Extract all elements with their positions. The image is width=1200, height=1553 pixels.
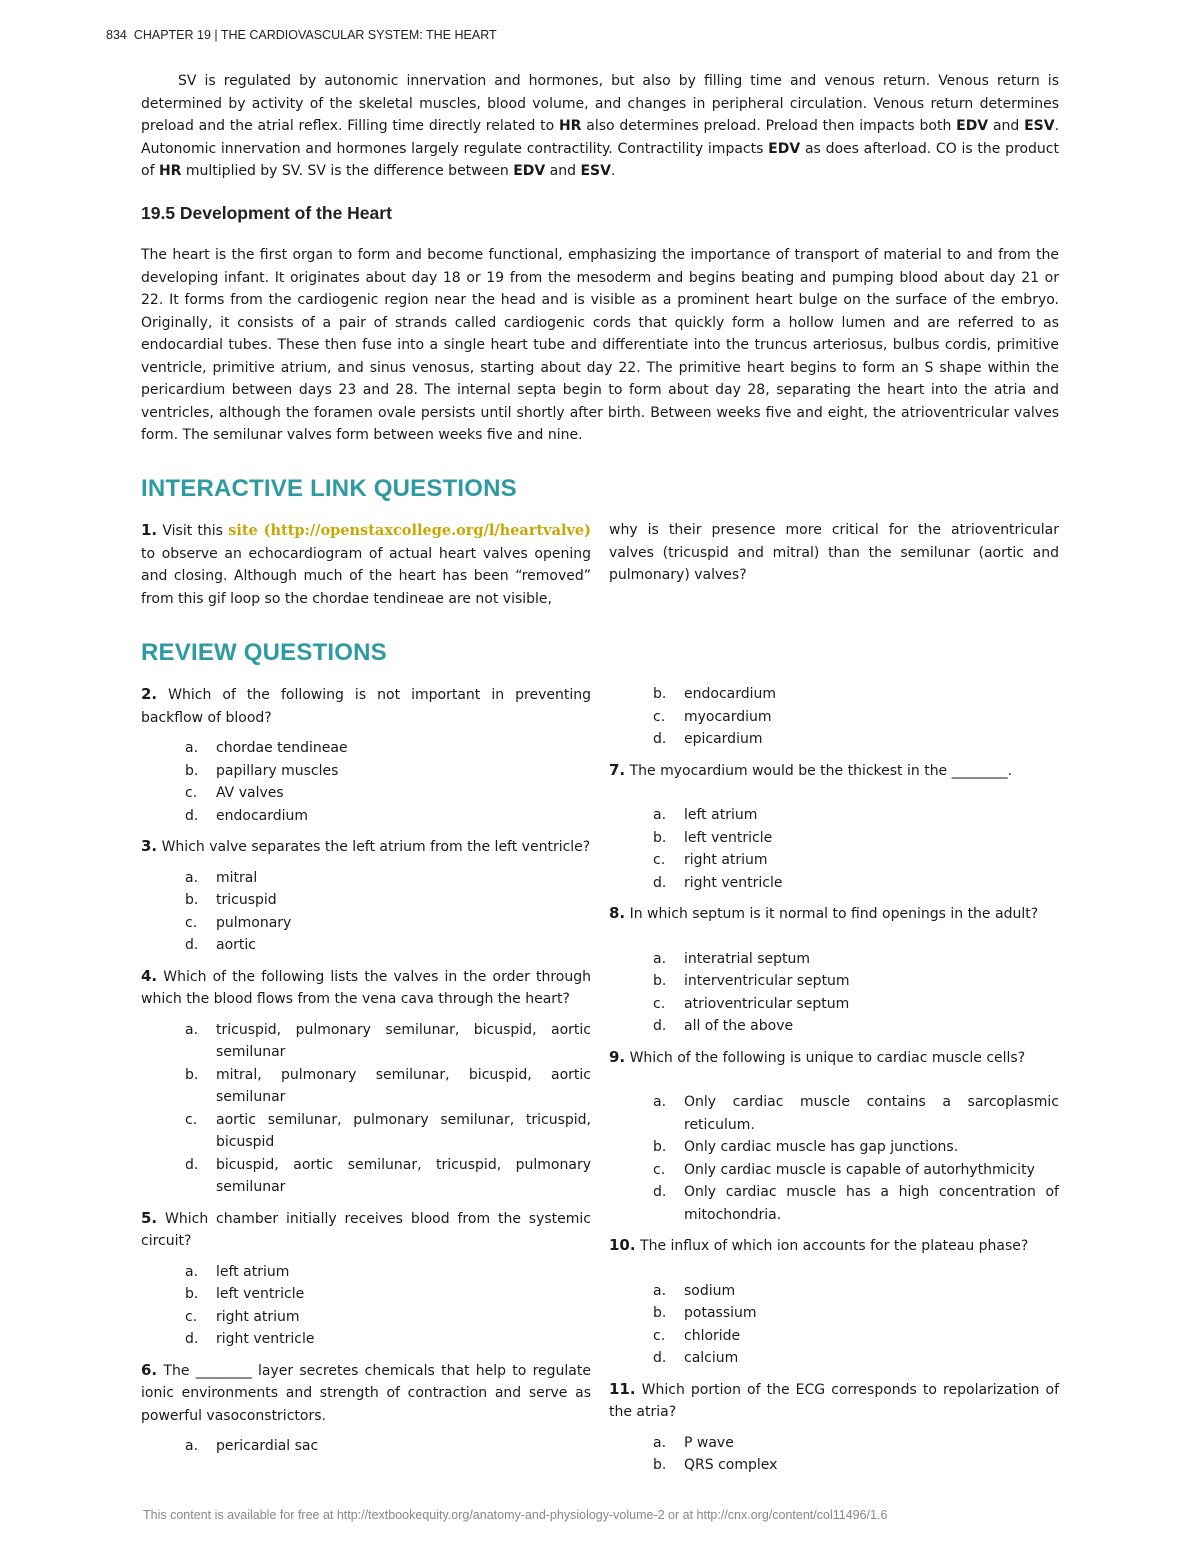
- question-11-options: [609, 1432, 1059, 1477]
- option[interactable]: a. chordae tendineae: [185, 740, 348, 756]
- question-6-options: [141, 1435, 591, 1458]
- interactive-right-column: [609, 519, 1059, 595]
- option[interactable]: d. all of the above: [653, 1018, 794, 1034]
- chapter-title: CHAPTER 19 | THE CARDIOVASCULAR SYSTEM: THE HEART: [133, 28, 497, 42]
- section-heading: 19.5 Development of the Heart: [141, 203, 392, 223]
- option[interactable]: d. Only cardiac muscle has a high concentration of mitochondria.: [653, 1184, 1059, 1223]
- question-2-options: [141, 737, 591, 827]
- question-8: 8. In which septum is it normal to find openings in the adult?: [609, 904, 1039, 922]
- question-11: 11. Which portion of the ECG corresponds to repolarization of the atria?: [609, 1379, 1059, 1420]
- question-2: 2. Which of the following is not important in preventing backflow of blood?: [141, 685, 591, 726]
- question-9-options: [609, 1091, 1059, 1226]
- option[interactable]: b. endocardium: [653, 686, 777, 702]
- option[interactable]: b. mitral, pulmonary semilunar, bicuspid, aortic semilunar: [185, 1066, 591, 1105]
- option[interactable]: b. Only cardiac muscle has gap junctions.: [653, 1139, 959, 1155]
- interactive-question-1-continued: why is their presence more critical for the atrioventricular valves (tricuspid and mitral) than the semilunar (aortic and pulmonary) valves?: [609, 522, 1059, 583]
- heartvalve-link[interactable]: site (http://openstaxcollege.org/l/heartvalve): [228, 522, 592, 539]
- option[interactable]: d. right ventricle: [653, 874, 783, 891]
- option[interactable]: c. pulmonary: [185, 914, 292, 931]
- option[interactable]: c. AV valves: [185, 785, 284, 801]
- review-right-column: [609, 683, 1059, 1485]
- option[interactable]: d. endocardium: [185, 807, 309, 824]
- option[interactable]: a. tricuspid, pulmonary semilunar, bicuspid, aortic semilunar: [185, 1021, 591, 1060]
- question-4-options: [141, 1019, 591, 1199]
- question-7: 7. The myocardium would be the thickest in the ________.: [609, 760, 1013, 779]
- question-6-options-continued: [609, 683, 1059, 751]
- question-10-options: [609, 1280, 1059, 1370]
- question-7-options: [609, 804, 1059, 894]
- option[interactable]: b. left ventricle: [185, 1286, 305, 1302]
- interactive-heading: INTERACTIVE LINK QUESTIONS: [141, 475, 517, 502]
- option[interactable]: c. myocardium: [653, 708, 772, 725]
- interactive-left-column: [141, 519, 591, 618]
- option[interactable]: d. right ventricle: [185, 1331, 315, 1347]
- option[interactable]: b. potassium: [653, 1305, 757, 1321]
- option[interactable]: c. Only cardiac muscle is capable of autorhythmicity: [653, 1161, 1035, 1178]
- option[interactable]: d. aortic: [185, 937, 256, 953]
- interactive-question-1: 1. Visit this site (http://openstaxcollege.org/l/heartvalve) to observe an echocardiogram of actual heart valves opening and closing. Although much of the heart has been “removed” from this gif loop so the chordae tendineae are not visible,: [141, 521, 592, 607]
- option[interactable]: b. tricuspid: [185, 892, 277, 908]
- option[interactable]: c. right atrium: [653, 852, 768, 868]
- option[interactable]: a. P wave: [653, 1434, 734, 1451]
- option[interactable]: b. left ventricle: [653, 829, 773, 846]
- question-4: 4. Which of the following lists the valves in the order through which the blood flows from the vena cava through the heart?: [141, 966, 591, 1007]
- option[interactable]: d. calcium: [653, 1350, 739, 1366]
- option[interactable]: a. pericardial sac: [185, 1438, 319, 1454]
- option[interactable]: a. left atrium: [185, 1263, 290, 1280]
- page-footer: This content is available for free at http://textbookequity.org/anatomy-and-physiology-volume-2 or at http://cnx.org/content/col11496/1.6: [143, 1508, 888, 1522]
- question-10: 10. The influx of which ion accounts for the plateau phase?: [609, 1236, 1029, 1254]
- option[interactable]: c. right atrium: [185, 1308, 300, 1325]
- page-header: [106, 28, 497, 42]
- question-9: 9. Which of the following is unique to cardiac muscle cells?: [609, 1047, 1026, 1066]
- question-5-options: [141, 1261, 591, 1351]
- section-paragraph: The heart is the first organ to form and become functional, emphasizing the importance of transport of material to and from the developing infant. It originates about day 18 or 19 from the mesoderm and begins beating and pumping blood about day 21 or 22. It forms from the cardiogenic region near the head and is visible as a prominent heart bulge on the surface of the embryo. Originally, it consists of a pair of strands called cardiogenic cords that quickly form a hollow lumen and are referred to as endocardial tubes. These then fuse into a single heart tube and differentiate into the truncus arteriosus, bulbus cordis, primitive ventricle, primitive atrium, and sinus venosus, starting about day 22. The primitive heart begins to form an S shape within the pericardium between days 23 and 28. The internal septa begin to form about day 28, separating the heart into the atria and ventricles, although the foramen ovale persists until shortly after birth. Between weeks five and eight, the atrioventricular valves form. The semilunar valves form between weeks five and nine.: [141, 247, 1059, 443]
- question-3: 3. Which valve separates the left atrium from the left ventricle?: [141, 837, 591, 855]
- review-heading: REVIEW QUESTIONS: [141, 639, 387, 666]
- question-5: 5. Which chamber initially receives blood from the systemic circuit?: [141, 1208, 591, 1249]
- option[interactable]: d. bicuspid, aortic semilunar, tricuspid, pulmonary semilunar: [185, 1156, 591, 1195]
- option[interactable]: b. QRS complex: [653, 1457, 778, 1473]
- question-8-options: [609, 948, 1059, 1038]
- option[interactable]: a. mitral: [185, 869, 258, 886]
- option[interactable]: a. Only cardiac muscle contains a sarcoplasmic reticulum.: [653, 1094, 1059, 1133]
- option[interactable]: b. interventricular septum: [653, 973, 850, 989]
- option[interactable]: b. papillary muscles: [185, 762, 339, 779]
- review-left-column: [141, 683, 591, 1466]
- option[interactable]: a. left atrium: [653, 807, 758, 823]
- option[interactable]: c. aortic semilunar, pulmonary semilunar, tricuspid, bicuspid: [185, 1111, 591, 1150]
- question-3-options: [141, 867, 591, 957]
- question-6: 6. The ________ layer secretes chemicals that help to regulate ionic environments and strength of contraction and serve as powerful vasoconstrictors.: [141, 1360, 591, 1424]
- option[interactable]: a. interatrial septum: [653, 950, 811, 967]
- intro-paragraph: SV is regulated by autonomic innervation and hormones, but also by filling time and venous return. Venous return is determined by activity of the skeletal muscles, blood volume, and changes in peripheral circulation. Venous return determines preload and the atrial reflex. Filling time directly related to HR also determines preload. Preload then impacts both EDV and ESV. Autonomic innervation and hormones largely regulate contractility. Contractility impacts EDV as does afterload. CO is the product of HR multiplied by SV. SV is the difference between EDV and ESV.: [141, 73, 1060, 179]
- page-number: 834: [106, 28, 127, 42]
- option[interactable]: a. sodium: [653, 1282, 736, 1299]
- option[interactable]: d. epicardium: [653, 731, 763, 747]
- option[interactable]: c. atrioventricular septum: [653, 995, 850, 1012]
- option[interactable]: c. chloride: [653, 1327, 741, 1344]
